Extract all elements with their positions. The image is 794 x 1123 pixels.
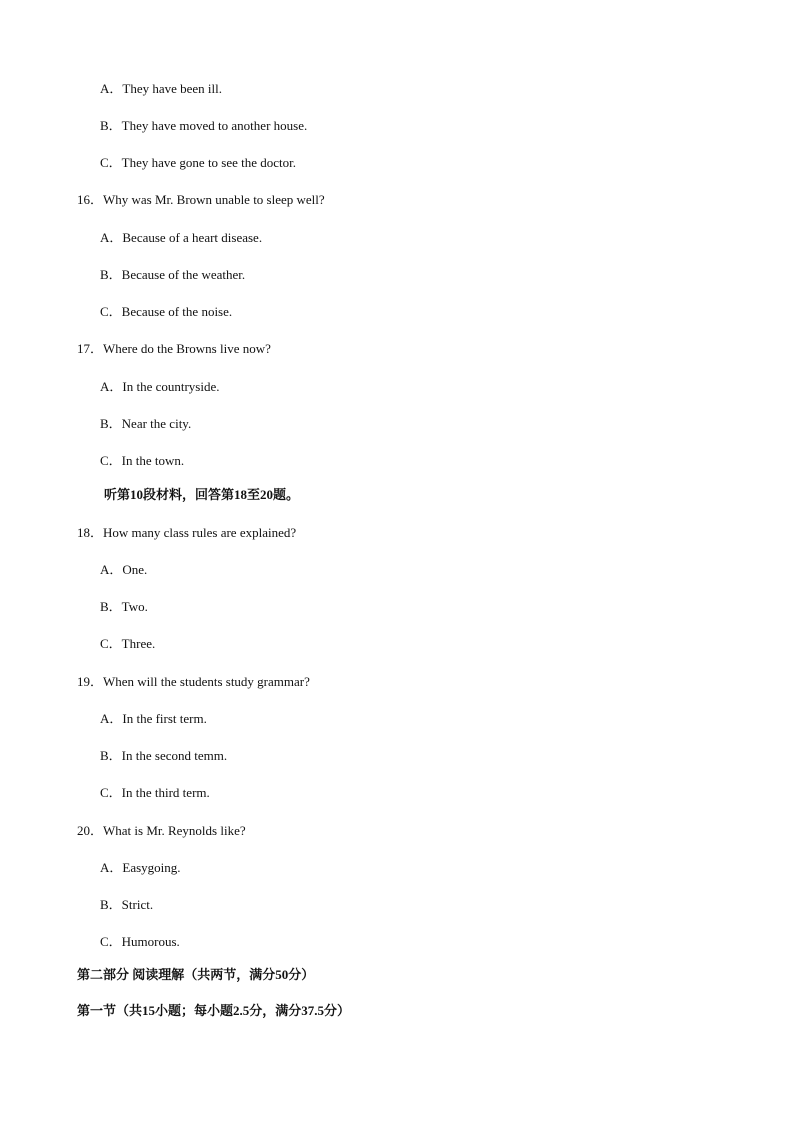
q20-option-b: B．Strict. [100, 897, 154, 912]
q20-question: 20．What is Mr. Reynolds like? [77, 823, 246, 838]
q18-question: 18．How many class rules are explained? [77, 525, 297, 540]
q17-option-a: A．In the countryside. [100, 379, 220, 394]
part2-heading: 第二部分 阅读理解（共两节，满分50分） [77, 967, 315, 982]
q17-option-b: B．Near the city. [100, 416, 192, 431]
section1-heading: 第一节（共15小题；每小题2.5分，满分37.5分） [77, 1003, 351, 1018]
q19-option-b: B．In the second temm. [100, 748, 228, 763]
q15-option-c: C．They have gone to see the doctor. [100, 155, 297, 170]
section-note: 听第10段材料，回答第18至20题。 [104, 487, 300, 502]
q19-option-a: A．In the first term. [100, 711, 207, 726]
q20-option-c: C．Humorous. [100, 934, 180, 949]
q19-question: 19．When will the students study grammar? [77, 674, 310, 689]
q18-option-b: B．Two. [100, 599, 148, 614]
q15-option-b: B．They have moved to another house. [100, 118, 308, 133]
q19-option-c: C．In the third term. [100, 785, 210, 800]
q15-option-a: A．They have been ill. [100, 81, 223, 96]
q18-option-a: A．One. [100, 562, 148, 577]
q20-option-a: A．Easygoing. [100, 860, 181, 875]
q16-option-c: C．Because of the noise. [100, 304, 233, 319]
q18-option-c: C．Three. [100, 636, 156, 651]
q16-option-a: A．Because of a heart disease. [100, 230, 263, 245]
q16-option-b: B．Because of the weather. [100, 267, 246, 282]
q16-question: 16．Why was Mr. Brown unable to sleep well? [77, 192, 325, 207]
q17-option-c: C．In the town. [100, 453, 185, 468]
q17-question: 17．Where do the Browns live now? [77, 341, 271, 356]
